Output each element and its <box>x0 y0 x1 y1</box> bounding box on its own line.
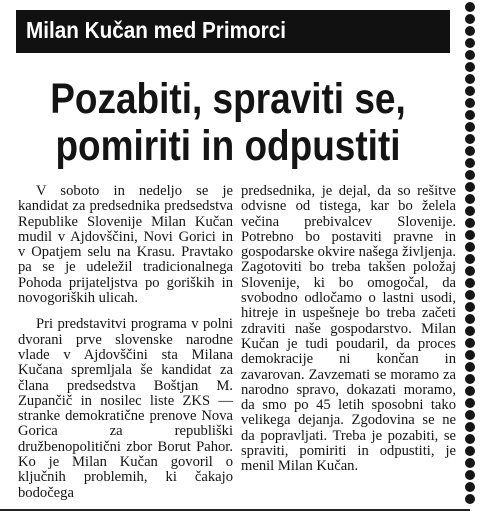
article-paragraph: V soboto in nedeljo se je kandidat za predsednika predsedstva Republike Slovenije Milan Kučan mudil v Ajdovščini, Novi Gorici in v Opatjem selu na Krasu. Pravtako pa se je udeležil tradicionalnega Pohoda prijateljstva po goriških in novogoriških ulicah. <box>18 183 233 307</box>
article-column-left <box>18 184 233 501</box>
headline-line-1: Pozabiti, spraviti se, <box>50 75 406 123</box>
kicker-banner <box>16 10 450 53</box>
headline-line-2: pomiriti in odpustiti <box>55 122 401 170</box>
article-paragraph: predsednika, je dejal, da so rešitve odvisne od tistega, kar bo želela večina prebivalcev Slovenije. Potrebno bo postaviti pravne in gospodarske okvire našega življenja. Zagotoviti bo treba takšen položaj Slovenije, ki bo omogočal, da svobodno odločamo o lastni usodi, hitreje in uspešneje bo treba začeti zdraviti naše gospodarstvo. Milan Kučan je tudi poudaril, da proces demokracije ni končan in zavarovan. Zavzemati se moramo za narodno spravo, dokazati moramo, da smo po 45 letih sposobni tako velikega dejanja. Zgodovina se ne da popravljati. Treba je pozabiti, se spraviti, pomiriti in odpustiti, je menil Milan Kučan. <box>241 183 456 475</box>
decorative-dot-border <box>463 0 477 513</box>
bottom-rule <box>0 509 470 511</box>
headline <box>32 76 424 170</box>
article-column-right <box>241 184 456 475</box>
article-paragraph: Pri predstavitvi programa v polni dvorani prve slovenske narodne vlade v Ajdovščini sta Milana Kučana spremljala še kandidat za člana predsedstva Boštjan M. Zupančič in nosilec liste ZKS — stranke demokratične prenove Nova Gorica za republiški družbenopolitični zbor Borut Pahor. Ko je Milan Kučan govoril o ključnih problemih, ki čakajo bodočega <box>18 316 233 501</box>
kicker-text: Milan Kučan med Primorci <box>26 17 286 43</box>
